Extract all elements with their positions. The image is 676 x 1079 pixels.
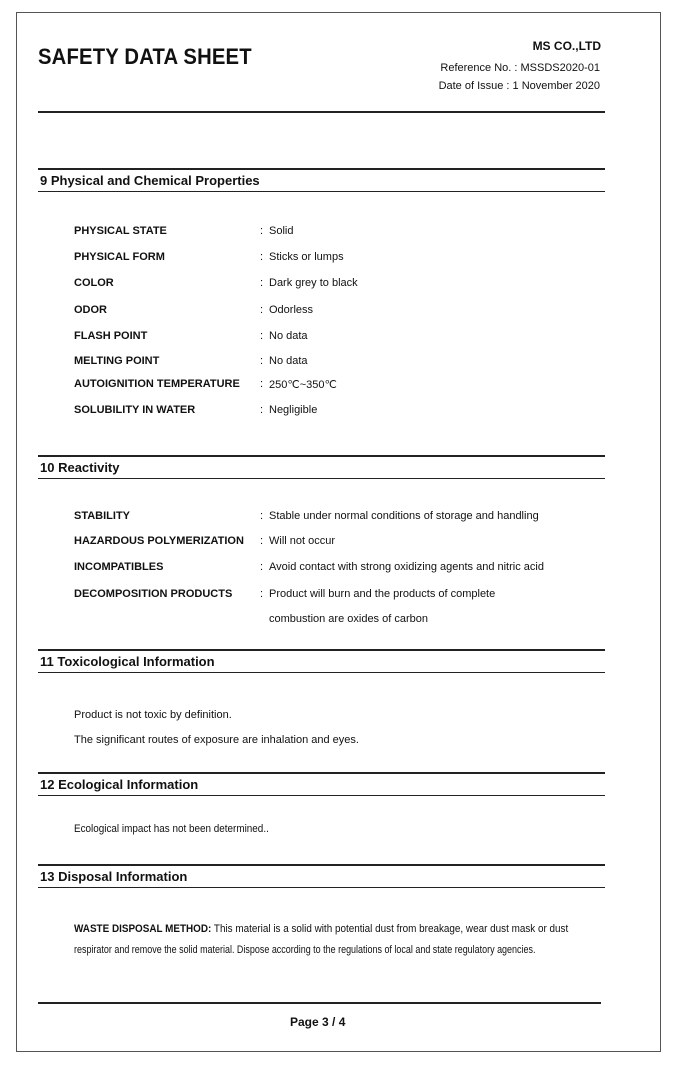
reactivity-row: DECOMPOSITION PRODUCTS : Product will burn and the products of complete — [74, 588, 496, 600]
property-row: FLASH POINT : No data — [74, 330, 308, 342]
disposal-text-2: respirator and remove the solid material. Dispose according to the regulations of local and state regulatory agencies. — [74, 944, 536, 956]
reactivity-row: STABILITY : Stable under normal conditions of storage and handling — [74, 510, 539, 522]
reference-number: Reference No. : MSSDS2020-01 — [440, 62, 600, 74]
property-row: PHYSICAL STATE : Solid — [74, 225, 294, 237]
toxicology-text-2: The significant routes of exposure are inhalation and eyes. — [74, 734, 359, 746]
reactivity-row: INCOMPATIBLES : Avoid contact with strong oxidizing agents and nitric acid — [74, 561, 544, 573]
section-11-heading: 11 Toxicological Information — [38, 649, 605, 673]
document-title: SAFETY DATA SHEET — [38, 44, 252, 69]
waste-disposal-label: WASTE DISPOSAL METHOD: — [74, 923, 212, 935]
property-row: SOLUBILITY IN WATER : Negligible — [74, 404, 318, 416]
toxicology-text-1: Product is not toxic by definition. — [74, 709, 232, 721]
header-divider — [38, 111, 605, 113]
issue-date: Date of Issue : 1 November 2020 — [438, 80, 600, 92]
property-row: ODOR : Odorless — [74, 304, 314, 316]
footer-divider — [38, 1002, 601, 1004]
reactivity-row: HAZARDOUS POLYMERIZATION : Will not occur — [74, 535, 336, 547]
section-9-heading: 9 Physical and Chemical Properties — [38, 168, 605, 192]
section-13-heading: 13 Disposal Information — [38, 864, 605, 888]
disposal-text-1: WASTE DISPOSAL METHOD: This material is a solid with potential dust from breakage, wear dust mask or dust — [74, 923, 569, 935]
company-name: MS CO.,LTD — [532, 39, 601, 53]
section-10-heading: 10 Reactivity — [38, 455, 605, 479]
decomposition-continuation: combustion are oxides of carbon — [269, 613, 428, 625]
property-row: MELTING POINT : No data — [74, 355, 308, 367]
property-row: COLOR : Dark grey to black — [74, 277, 358, 289]
property-row: PHYSICAL FORM : Sticks or lumps — [74, 251, 344, 263]
section-12-heading: 12 Ecological Information — [38, 772, 605, 796]
ecology-text: Ecological impact has not been determined.. — [74, 823, 269, 835]
property-row: AUTOIGNITION TEMPERATURE : 250℃~350℃ — [74, 378, 337, 391]
page-number: Page 3 / 4 — [290, 1015, 346, 1029]
